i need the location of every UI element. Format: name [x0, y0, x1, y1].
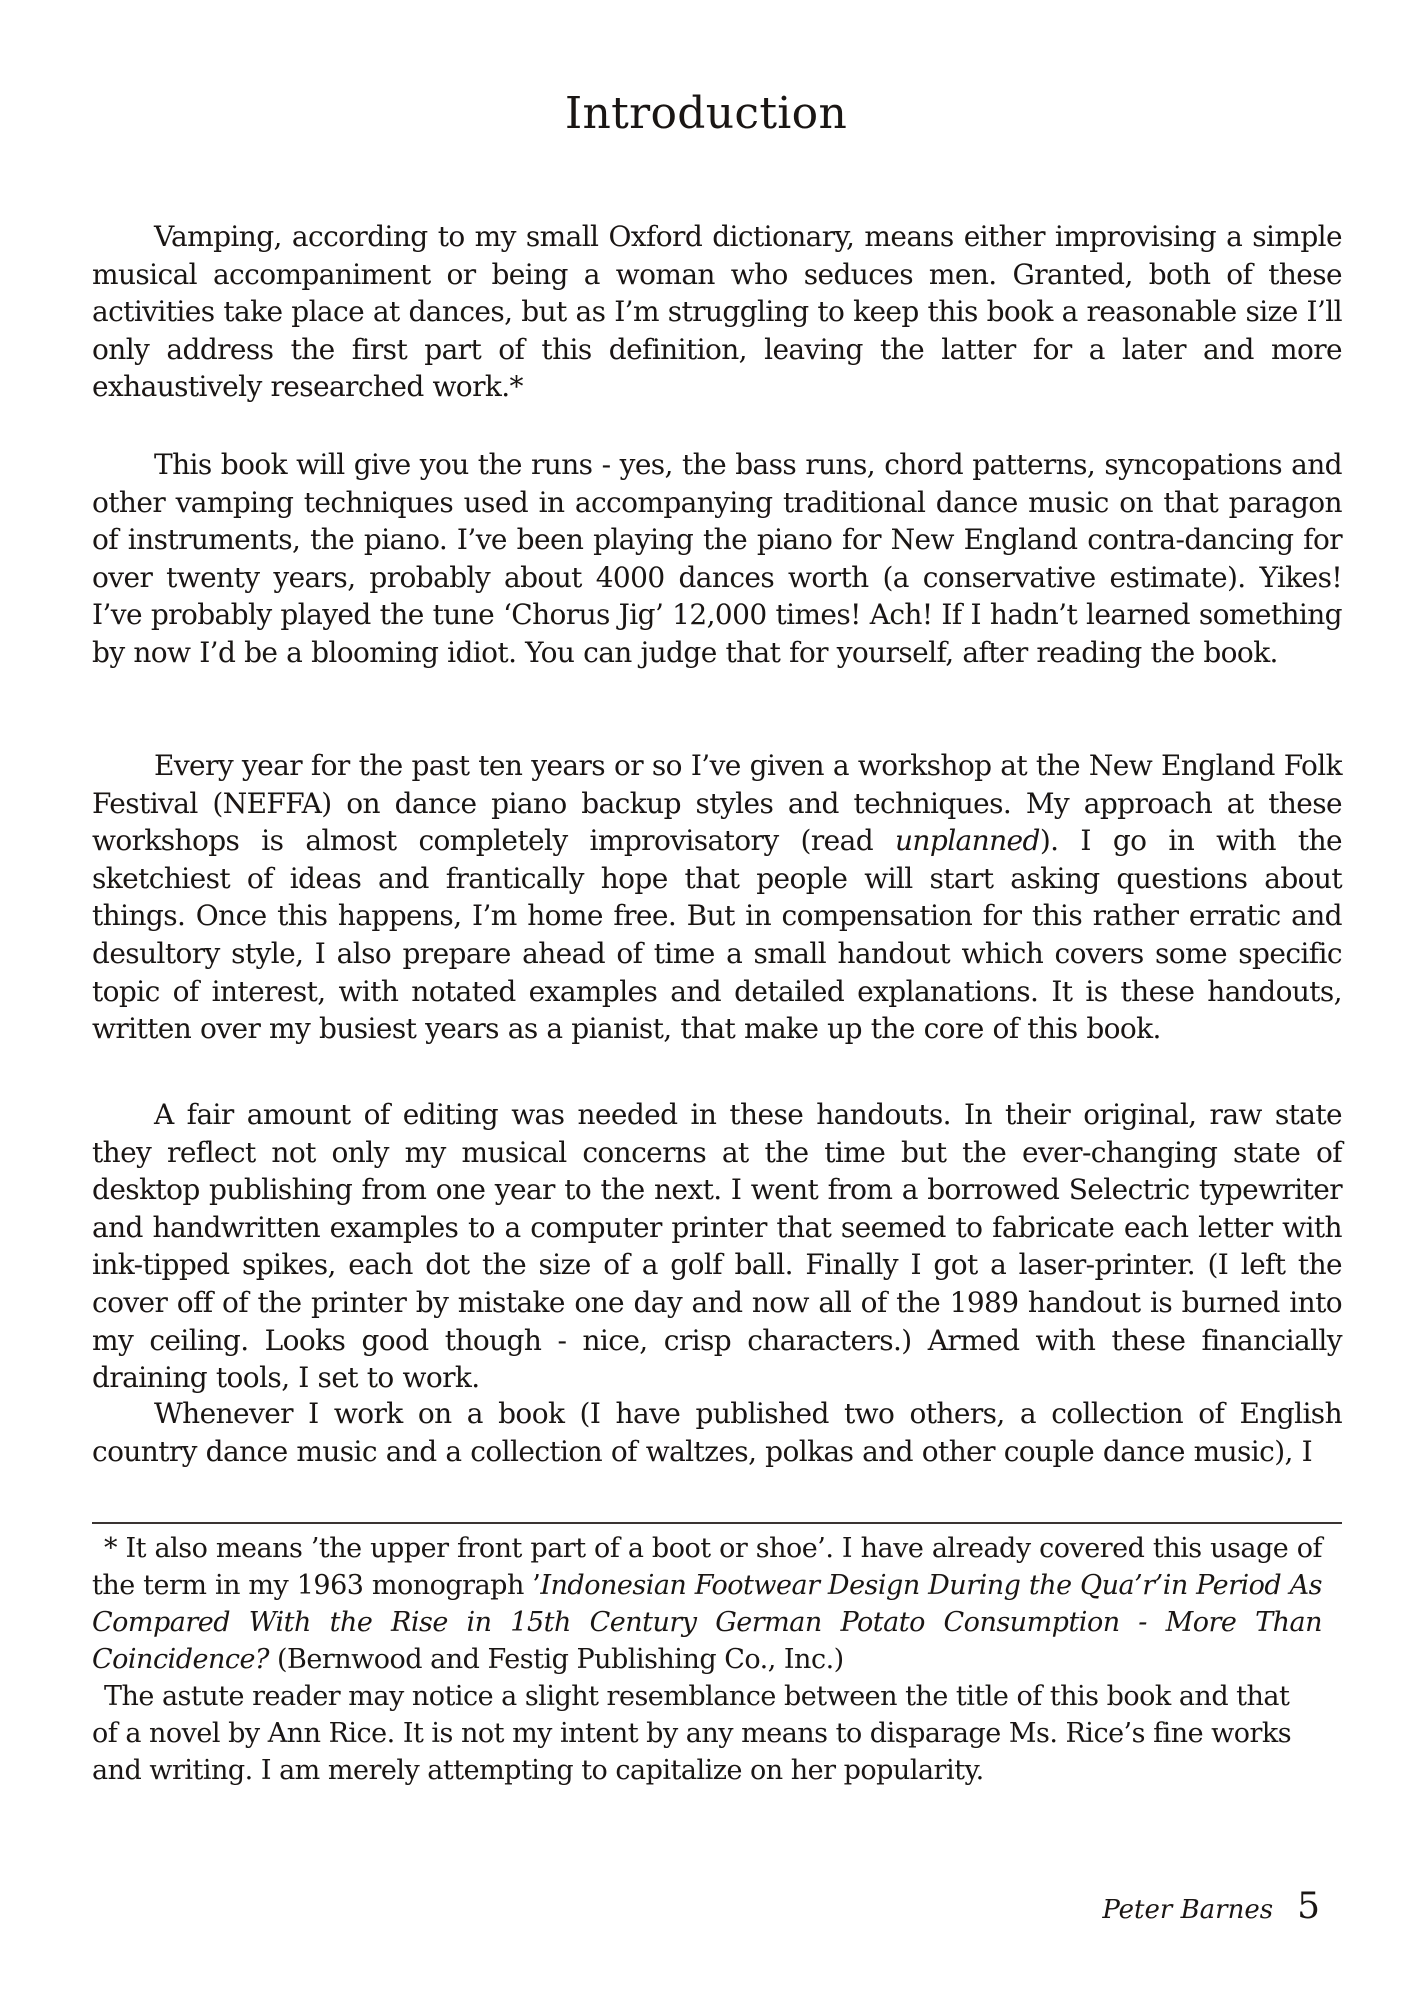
paragraph-text: Vamping, according to my small Oxford dictionary, means either improvising a simple musical accompaniment or being a woman who seduces men. Granted, both of these activities take place at dances, but as I’m struggling to keep this book a reasonable size I’ll only address the first part of this definition, leaving the latter for a later and more exhaustively researched work.*: [92, 220, 1342, 404]
footnote-monograph-title: Indonesian Footwear Design During the Qua’r’in Period As Compared With the Rise in 15th Century German Potato Consumption - More Than Coincidence?: [92, 1570, 1322, 1675]
paragraph-text: This book will give you the runs - yes, the bass runs, chord patterns, syncopations and other vamping techniques used in accompanying traditional dance music on that paragon of instruments, the piano. I’ve been playing the piano for New England contra-dancing for over twenty years, probably about 4000 dances worth (a conservative estimate). Yikes! I’ve probably played the tune ‘Chorus Jig’ 12,000 times! Ach! If I hadn’t learned something by now I’d be a blooming idiot. You can judge that for yourself, after reading the book.: [92, 448, 1342, 669]
footnote-divider: [92, 1522, 1342, 1524]
footnotes: [92, 1530, 1322, 1789]
author-name: Peter Barnes: [1102, 1895, 1274, 1925]
paragraph-3: [92, 747, 1342, 1048]
paragraph-text-after: ). I go in with the sketchiest of ideas and frantically hope that people will start asking questions about things. Once this happens, I’m home free. But in compensation for this rather erratic and desultory style, I also prepare ahead of time a small handout which covers some specific topic of interest, with notated examples and detailed explanations. It is these handouts, written over my busiest years as a pianist, that make up the core of this book.: [92, 824, 1342, 1046]
page-number: 5: [1297, 1886, 1320, 1927]
paragraph-text-before: Every year for the past ten years or so I’ve given a workshop at the New England Folk Festival (NEFFA) on dance piano backup styles and techniques. My approach at these workshops is almost completely improvisatory (read: [92, 749, 1342, 858]
footnote-2: The astute reader may notice a slight resemblance between the title of this book and that of a novel by Ann Rice. It is not my intent by any means to disparage Ms. Rice’s fine works and writing. I am merely attempting to capitalize on her popularity.: [92, 1681, 1292, 1786]
paragraph-4: [92, 1096, 1342, 1397]
footnote-text-before: * It also means ’the upper front part of a boot or shoe’. I have already covered this usage of the term in my 1963 monograph ’: [92, 1533, 1322, 1601]
emphasis-unplanned: unplanned: [895, 824, 1040, 858]
footnote-1: [92, 1530, 1322, 1678]
paragraph-5: [92, 1395, 1342, 1470]
paragraph-1: [92, 218, 1342, 406]
page-title: Introduction: [564, 88, 848, 139]
paragraph-text: [92, 747, 1342, 1048]
paragraph-text: Whenever I work on a book (I have published two others, a collection of English country dance music and a collection of waltzes, polkas and other couple dance music), I: [92, 1397, 1342, 1468]
footnote-text-after: (Bernwood and Festig Publishing Co., Inc.): [268, 1644, 844, 1675]
page-footer: [1102, 1886, 1320, 1927]
paragraph-text: A fair amount of editing was needed in these handouts. In their original, raw state they reflect not only my musical concerns at the time but the ever-changing state of desktop publishing from one year to the next. I went from a borrowed Selectric typewriter and handwritten examples to a computer printer that seemed to fabricate each letter with ink-tipped spikes, each dot the size of a golf ball. Finally I got a laser-printer. (I left the cover off of the printer by mistake one day and now all of the 1989 handout is burned into my ceiling. Looks good though - nice, crisp characters.) Armed with these financially draining tools, I set to work.: [92, 1098, 1342, 1395]
paragraph-2: [92, 446, 1342, 672]
